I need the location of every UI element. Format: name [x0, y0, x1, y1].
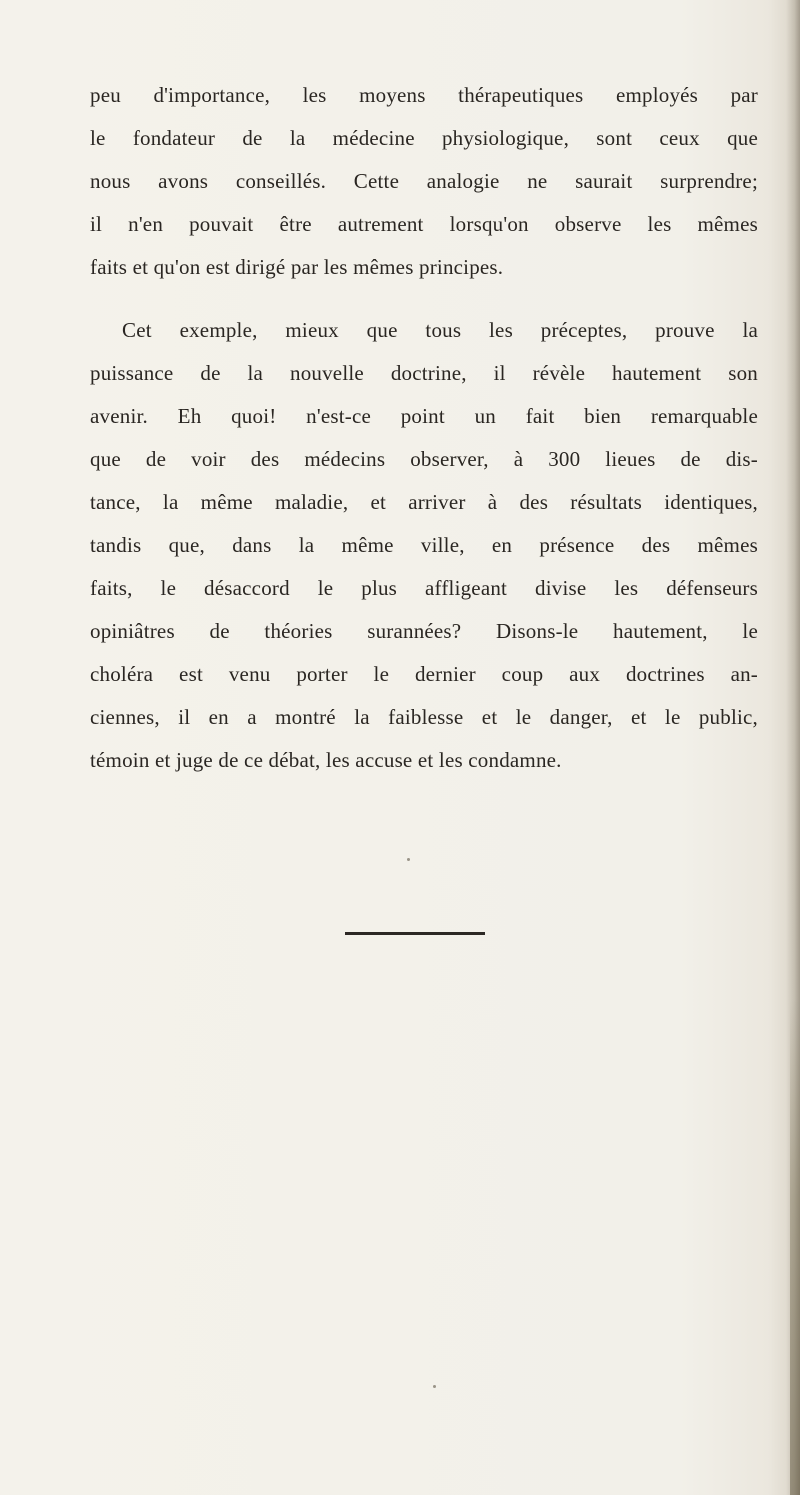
- body-text: [90, 74, 758, 782]
- section-end-rule: [345, 932, 485, 935]
- text-line: Cet exemple, mieux que tous les préceptes, prouve la: [122, 318, 758, 342]
- text-line: nous avons conseillés. Cette analogie ne saurait surprendre;: [90, 169, 758, 193]
- text-line: avenir. Eh quoi! n'est-ce point un fait bien remarquable: [90, 404, 758, 428]
- text-line: ciennes, il en a montré la faiblesse et le danger, et le public,: [90, 705, 758, 729]
- text-line: opiniâtres de théories surannées? Disons-le hautement, le: [90, 619, 758, 643]
- text-line: faits, le désaccord le plus affligeant divise les défenseurs: [90, 576, 758, 600]
- text-line: tance, la même maladie, et arriver à des résultats identiques,: [90, 490, 758, 514]
- paragraph-2: [90, 309, 758, 782]
- paragraph-1: [90, 74, 758, 289]
- text-line: tandis que, dans la même ville, en présence des mêmes: [90, 533, 758, 557]
- text-line: peu d'importance, les moyens thérapeutiques employés par: [90, 83, 758, 107]
- text-line: il n'en pouvait être autrement lorsqu'on observe les mêmes: [90, 212, 758, 236]
- text-line: puissance de la nouvelle doctrine, il révèle hautement son: [90, 361, 758, 385]
- paragraph-gap: [90, 289, 758, 309]
- text-line: choléra est venu porter le dernier coup aux doctrines an-: [90, 662, 758, 686]
- text-line: le fondateur de la médecine physiologique, sont ceux que: [90, 126, 758, 150]
- text-line: témoin et juge de ce débat, les accuse et les condamne.: [90, 748, 562, 772]
- text-line: que de voir des médecins observer, à 300 lieues de dis-: [90, 447, 758, 471]
- paper-speck: [407, 858, 410, 861]
- page-edge-stain: [790, 1000, 800, 1495]
- text-line: faits et qu'on est dirigé par les mêmes principes.: [90, 255, 504, 279]
- paper-speck: [433, 1385, 436, 1388]
